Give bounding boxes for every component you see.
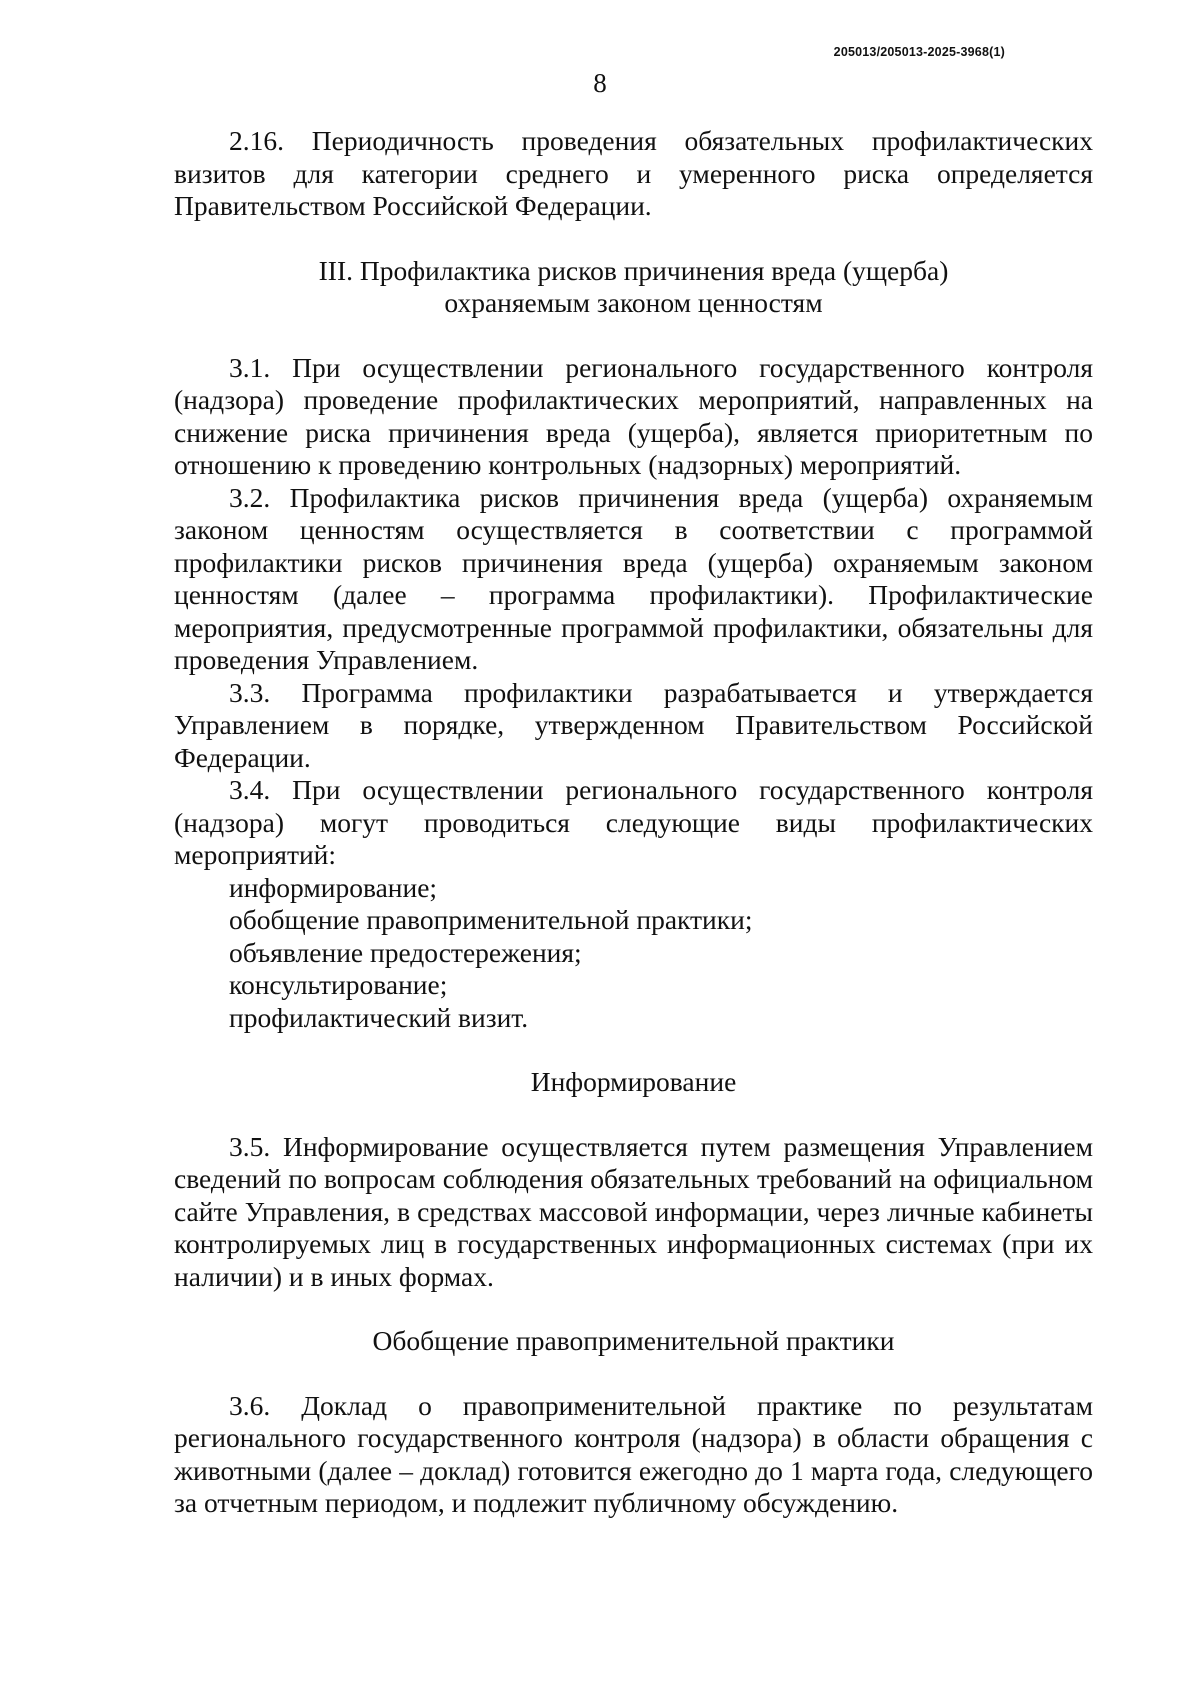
list-item: объявление предостережения; — [229, 936, 582, 968]
document-code: 205013/205013-2025-3968(1) — [833, 45, 1005, 59]
paragraph-3-3: 3.3. Программа профилактики разрабатывается и утверждается Управлением в порядке, утвержденном Правительством Российской Федерации. — [174, 676, 1093, 773]
paragraph-3-5: 3.5. Информирование осуществляется путем размещения Управлением сведений по вопросам соблюдения обязательных требований на официальном сайте Управления, в средствах массовой информации, через личные кабинеты контролируемых лиц в государственных информационных системах (при их наличии) и в иных формах. — [174, 1130, 1093, 1292]
paragraph-3-2: 3.2. Профилактика рисков причинения вреда (ущерба) охраняемым законом ценностям осуществляется в соответствии с программой профилактики рисков причинения вреда (ущерба) охраняемым законом ценностям (далее – программа профилактики). Профилактические мероприятия, предусмотренные программой профилактики, обязательны для проведения Управлением. — [174, 481, 1093, 675]
section-3-title-line-2: охраняемым законом ценностям — [444, 287, 823, 318]
paragraph-3-1: 3.1. При осуществлении регионального государственного контроля (надзора) проведение профилактических мероприятий, направленных на снижение риска причинения вреда (ущерба), является приоритетным по отношению к проведению контрольных (надзорных) мероприятий. — [174, 351, 1093, 480]
list-item: консультирование; — [229, 969, 448, 1000]
paragraph-2-16: 2.16. Периодичность проведения обязательных профилактических визитов для категории среднего и умеренного риска определяется Правительством Российской Федерации. — [174, 125, 1093, 221]
subheading-law-enforcement-practice: Обобщение правоприменительной практики — [372, 1325, 895, 1356]
document-body — [174, 125, 1093, 1520]
page-number: 8 — [593, 68, 607, 98]
paragraph-3-6: 3.6. Доклад о правоприменительной практике по результатам регионального государственного контроля (надзора) в области обращения с животными (далее – доклад) готовится ежегодно до 1 марта года, следующего за отчетным периодом, и подлежит публичному обсуждению. — [174, 1389, 1093, 1518]
subheading-informing: Информирование — [530, 1066, 737, 1097]
paragraph-3-4: 3.4. При осуществлении регионального государственного контроля (надзора) могут проводиться следующие виды профилактических мероприятий: — [174, 774, 1093, 870]
list-item: информирование; — [229, 871, 438, 903]
list-item: профилактический визит. — [229, 1001, 529, 1033]
section-3-title-line-1: III. Профилактика рисков причинения вреда (ущерба) — [318, 254, 949, 286]
list-item: обобщение правоприменительной практики; — [229, 904, 753, 935]
